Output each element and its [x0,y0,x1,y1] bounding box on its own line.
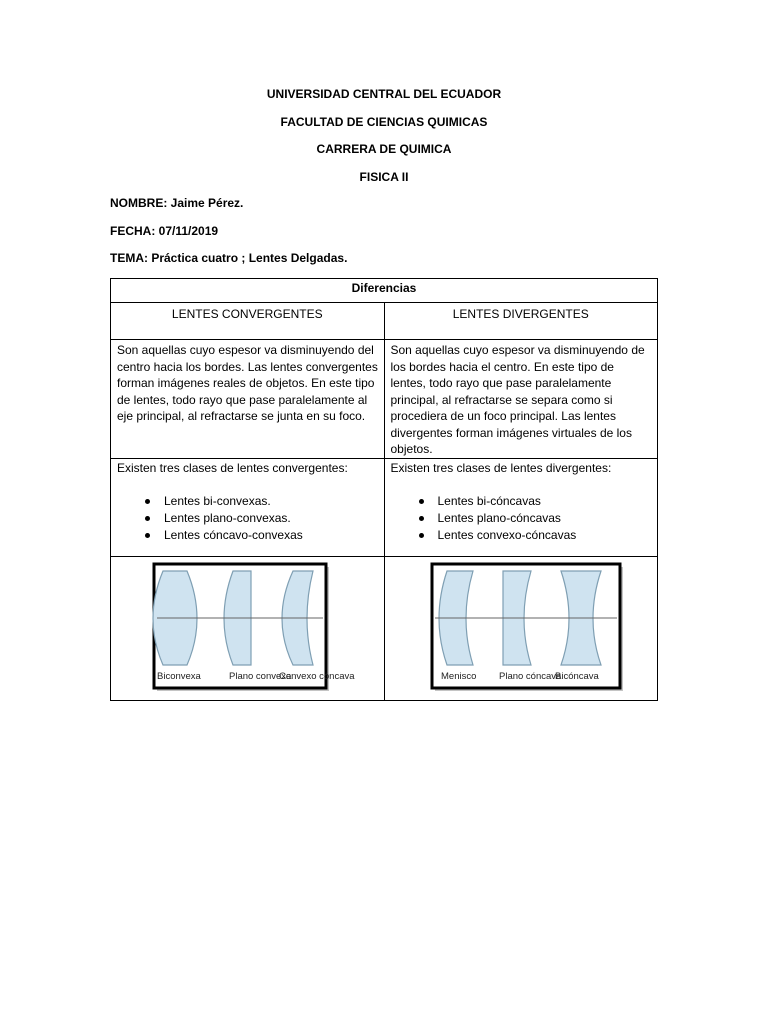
meniscus-label: Menisco [440,670,476,682]
converging-figure-cell [111,556,385,700]
list-item: Lentes bi-convexas. [117,493,378,510]
diverging-classes-intro: Existen tres clases de lentes divergentes: [390,460,612,475]
diverging-lens-figure [431,563,623,691]
course-title: FISICA II [359,170,409,184]
faculty-title: FACULTAD DE CIENCIAS QUIMICAS [280,115,488,129]
converging-lens-figure [153,563,355,691]
table-title: Diferencias [111,279,658,303]
topic-field: TEMA: Práctica cuatro ; Lentes Delgadas. [110,251,348,265]
date-field: FECHA: 07/11/2019 [110,224,219,238]
student-name: NOMBRE: Jaime Pérez. [110,196,244,210]
diverging-classes-cell [384,458,658,556]
converging-header: LENTES CONVERGENTES [111,303,385,340]
diverging-classes-list [391,493,652,544]
converging-classes-intro: Existen tres clases de lentes convergentes: [117,460,348,475]
university-title: UNIVERSIDAD CENTRAL DEL ECUADOR [266,87,502,101]
converging-classes-list [117,493,378,544]
converging-description: Son aquellas cuyo espesor va disminuyendo del centro hacia los bordes. Las lentes convergentes forman imágenes reales de objetos. En este tipo de lentes, todo rayo que pase paralelamente al eje principal, al refractarse se junta en su foco. [111,340,385,459]
list-item: Lentes convexo-cóncavas [391,527,652,544]
plano-concave-label: Plano cóncava [498,670,561,682]
diverging-description: Son aquellas cuyo espesor va disminuyendo de los bordes hacia el centro. En este tipo de lentes, todo rayo que pase paralelamente principal, al refractarse se separa como si procediera de un foco principal. Las lentes divergentes forman imágenes virtuales de los objetos. [384,340,658,459]
list-item: Lentes cóncavo-convexas [117,527,378,544]
converging-classes-cell [111,458,385,556]
plano-convex-label: Plano convexa [229,670,292,682]
biconvex-label: Biconvexa [157,670,201,682]
career-title: CARRERA DE QUIMICA [316,142,452,156]
list-item: Lentes bi-cóncavas [391,493,652,510]
convex-concave-label: Convexo cóncava [279,670,355,682]
diverging-header: LENTES DIVERGENTES [384,303,658,340]
biconcave-label: Bicóncava [554,670,599,682]
diverging-figure-cell [384,556,658,700]
list-item: Lentes plano-convexas. [117,510,378,527]
differences-table [110,278,658,701]
list-item: Lentes plano-cóncavas [391,510,652,527]
